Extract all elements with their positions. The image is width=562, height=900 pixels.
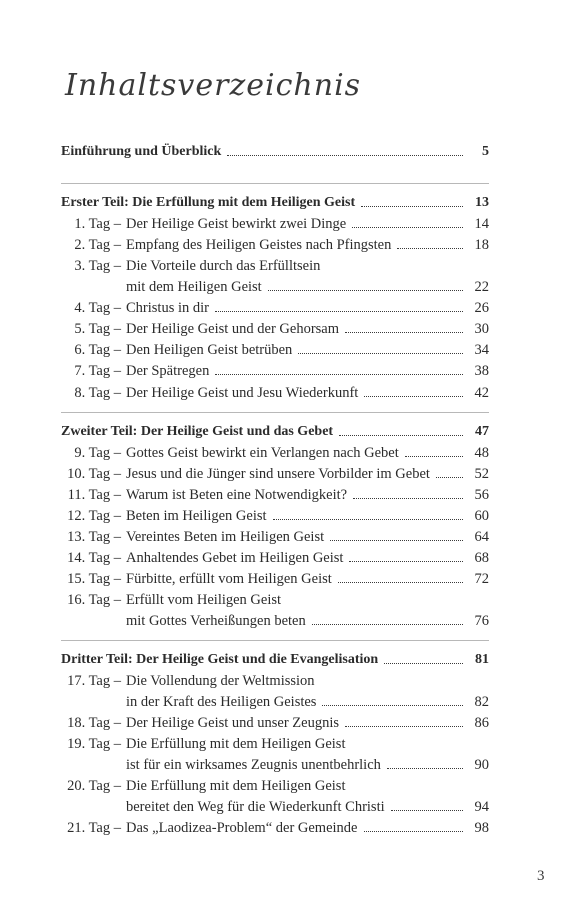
toc-entry-title: Dritter Teil: Der Heilige Geist und die Evangelisation [61,652,379,668]
toc-page-number: 86 [474,715,489,732]
toc-entry-title: Die Vollendung der Weltmission [126,673,315,690]
toc-entry-title: Fürbitte, erfüllt vom Heiligen Geist [126,570,332,587]
toc-page-number: 22 [474,279,489,296]
toc-entry [61,671,489,691]
toc-page-number: 42 [474,384,489,401]
toc-entry-title: Der Heilige Geist und unser Zeugnis [126,715,340,732]
toc-entry [61,713,489,733]
toc-page-number: 56 [474,486,489,503]
toc-entry-title: mit Gottes Verheißungen beten [126,613,306,629]
section-divider [61,183,489,184]
toc-page-number: 68 [474,549,489,566]
toc-entry [61,464,489,484]
toc-entry-title: Anhaltendes Gebet im Heiligen Geist [126,549,344,566]
toc-entry-continuation [61,797,489,817]
toc-page-number: 72 [474,570,489,587]
dot-leader [352,227,463,228]
toc-page-number: 98 [474,820,489,837]
toc-day-label: 10. Tag – [67,465,121,482]
toc-page-number: 76 [474,613,489,629]
dot-leader [361,206,463,207]
toc-page-number: 60 [474,507,489,524]
dot-leader [215,311,463,312]
toc-entry [61,734,489,754]
toc-day-label: 16. Tag – [67,591,121,608]
toc-page-number: 47 [475,423,489,439]
toc-page-number: 48 [474,444,489,461]
toc-entry [61,235,489,255]
toc-entry-title: Einführung und Überblick [61,144,222,159]
toc-entry-title: Beten im Heiligen Geist [126,507,267,524]
toc-page-number: 90 [474,757,489,774]
toc-day-label: 3. Tag – [74,258,121,275]
toc-entry-title: Der Heilige Geist und der Gehorsam [126,321,340,338]
toc-entry-title: mit dem Heiligen Geist [126,279,262,296]
dot-leader [405,456,463,457]
toc-entry-title: Die Erfüllung mit dem Heiligen Geist [126,736,346,753]
dot-leader [268,290,463,291]
toc-day-label: 18. Tag – [67,715,121,732]
dot-leader [345,726,463,727]
toc-page-number: 52 [474,465,489,482]
toc-section-heading [61,650,489,670]
toc-entry [61,527,489,547]
toc-day-label: 20. Tag – [67,778,121,795]
dot-leader [345,332,463,333]
toc-page-number: 30 [474,321,489,338]
toc-entry-title: Vereintes Beten im Heiligen Geist [126,528,325,545]
toc-page-number: 26 [474,300,489,317]
dot-leader [387,768,463,769]
dot-leader [384,663,463,664]
toc-section-heading [61,142,489,162]
toc-entry [61,776,489,796]
toc-day-label: 19. Tag – [67,736,121,753]
dot-leader [339,435,463,436]
toc-day-label: 6. Tag – [74,342,121,359]
toc-entry-title: Den Heiligen Geist betrüben [126,342,293,359]
toc-entry-title: in der Kraft des Heiligen Geistes [126,694,317,711]
toc-page-number: 82 [474,694,489,711]
toc-entry [61,569,489,589]
toc-day-label: 17. Tag – [67,673,121,690]
toc-entry [61,298,489,318]
toc-entry-title: Erfüllt vom Heiligen Geist [126,591,282,608]
toc-day-label: 1. Tag – [74,216,121,233]
page-title: Inhaltsverzeichnis [65,68,362,103]
toc-entry [61,256,489,276]
toc-page-number: 94 [474,799,489,816]
toc-entry-title: Gottes Geist bewirkt ein Verlangen nach Gebet [126,444,399,461]
toc-entry [61,340,489,360]
toc-entry [61,485,489,505]
toc-entry-title: Der Heilige Geist und Jesu Wiederkunft [126,384,359,401]
dot-leader [353,498,463,499]
toc-entry [61,506,489,526]
toc-entry-title: Jesus und die Jünger sind unsere Vorbilder im Gebet [126,465,430,482]
toc-page-number: 13 [475,195,489,211]
toc-entry [61,590,489,610]
dot-leader [298,353,463,354]
dot-leader [312,624,463,625]
toc-entry-title: Zweiter Teil: Der Heilige Geist und das Gebet [61,423,334,439]
dot-leader [227,155,463,156]
toc-page-number: 34 [474,342,489,359]
toc-page-number: 81 [475,652,489,668]
section-divider [61,412,489,413]
toc-entry-continuation [61,277,489,297]
toc-entry [61,214,489,234]
dot-leader [330,540,463,541]
toc-entry [61,361,489,381]
toc-page-number: 38 [474,363,489,380]
toc-day-label: 8. Tag – [74,384,121,401]
toc-day-label: 13. Tag – [67,528,121,545]
toc-entry-title: Das „Laodizea-Problem“ der Gemeinde [126,820,358,837]
toc-entry-continuation [61,611,489,631]
toc-entry-title: Erster Teil: Die Erfüllung mit dem Heiligen Geist [61,195,356,211]
dot-leader [364,396,463,397]
dot-leader [349,561,463,562]
toc-entry-title: bereitet den Weg für die Wiederkunft Christi [126,799,385,816]
toc-page-number: 5 [482,144,489,159]
toc-page-number: 64 [474,528,489,545]
toc-entry-title: Die Erfüllung mit dem Heiligen Geist [126,778,346,795]
toc-entry-continuation [61,692,489,712]
toc-entry [61,548,489,568]
toc-day-label: 4. Tag – [74,300,121,317]
toc-day-label: 7. Tag – [74,363,121,380]
toc-day-label: 15. Tag – [67,570,121,587]
dot-leader [391,810,463,811]
toc-day-label: 9. Tag – [74,444,121,461]
toc-entry-title: Christus in dir [126,300,209,317]
toc-entry-title: Der Heilige Geist bewirkt zwei Dinge [126,216,347,233]
dot-leader [338,582,463,583]
toc-entry-title: Die Vorteile durch das Erfülltsein [126,258,321,275]
toc-entry-title: Empfang des Heiligen Geistes nach Pfingsten [126,237,392,254]
dot-leader [322,705,463,706]
dot-leader [397,248,463,249]
dot-leader [436,477,463,478]
toc-entry [61,383,489,403]
toc-section-heading [61,422,489,442]
page-number: 3 [537,868,545,884]
toc-entry-title: Der Spätregen [126,363,210,380]
toc-page-number: 18 [474,237,489,254]
toc-day-label: 14. Tag – [67,549,121,566]
toc-entry [61,319,489,339]
section-divider [61,640,489,641]
toc-entry-title: ist für ein wirksames Zeugnis unentbehrlich [126,757,381,774]
toc-day-label: 21. Tag – [67,820,121,837]
toc-day-label: 12. Tag – [67,507,121,524]
toc-section-heading [61,193,489,213]
toc-day-label: 11. Tag – [67,486,121,503]
dot-leader [364,831,464,832]
toc-page-number: 14 [474,216,489,233]
dot-leader [215,374,463,375]
toc-entry-continuation [61,755,489,775]
toc-entry [61,818,489,838]
toc-entry [61,443,489,463]
toc-day-label: 2. Tag – [74,237,121,254]
toc-day-label: 5. Tag – [74,321,121,338]
toc-entry-title: Warum ist Beten eine Notwendigkeit? [126,486,348,503]
dot-leader [273,519,463,520]
